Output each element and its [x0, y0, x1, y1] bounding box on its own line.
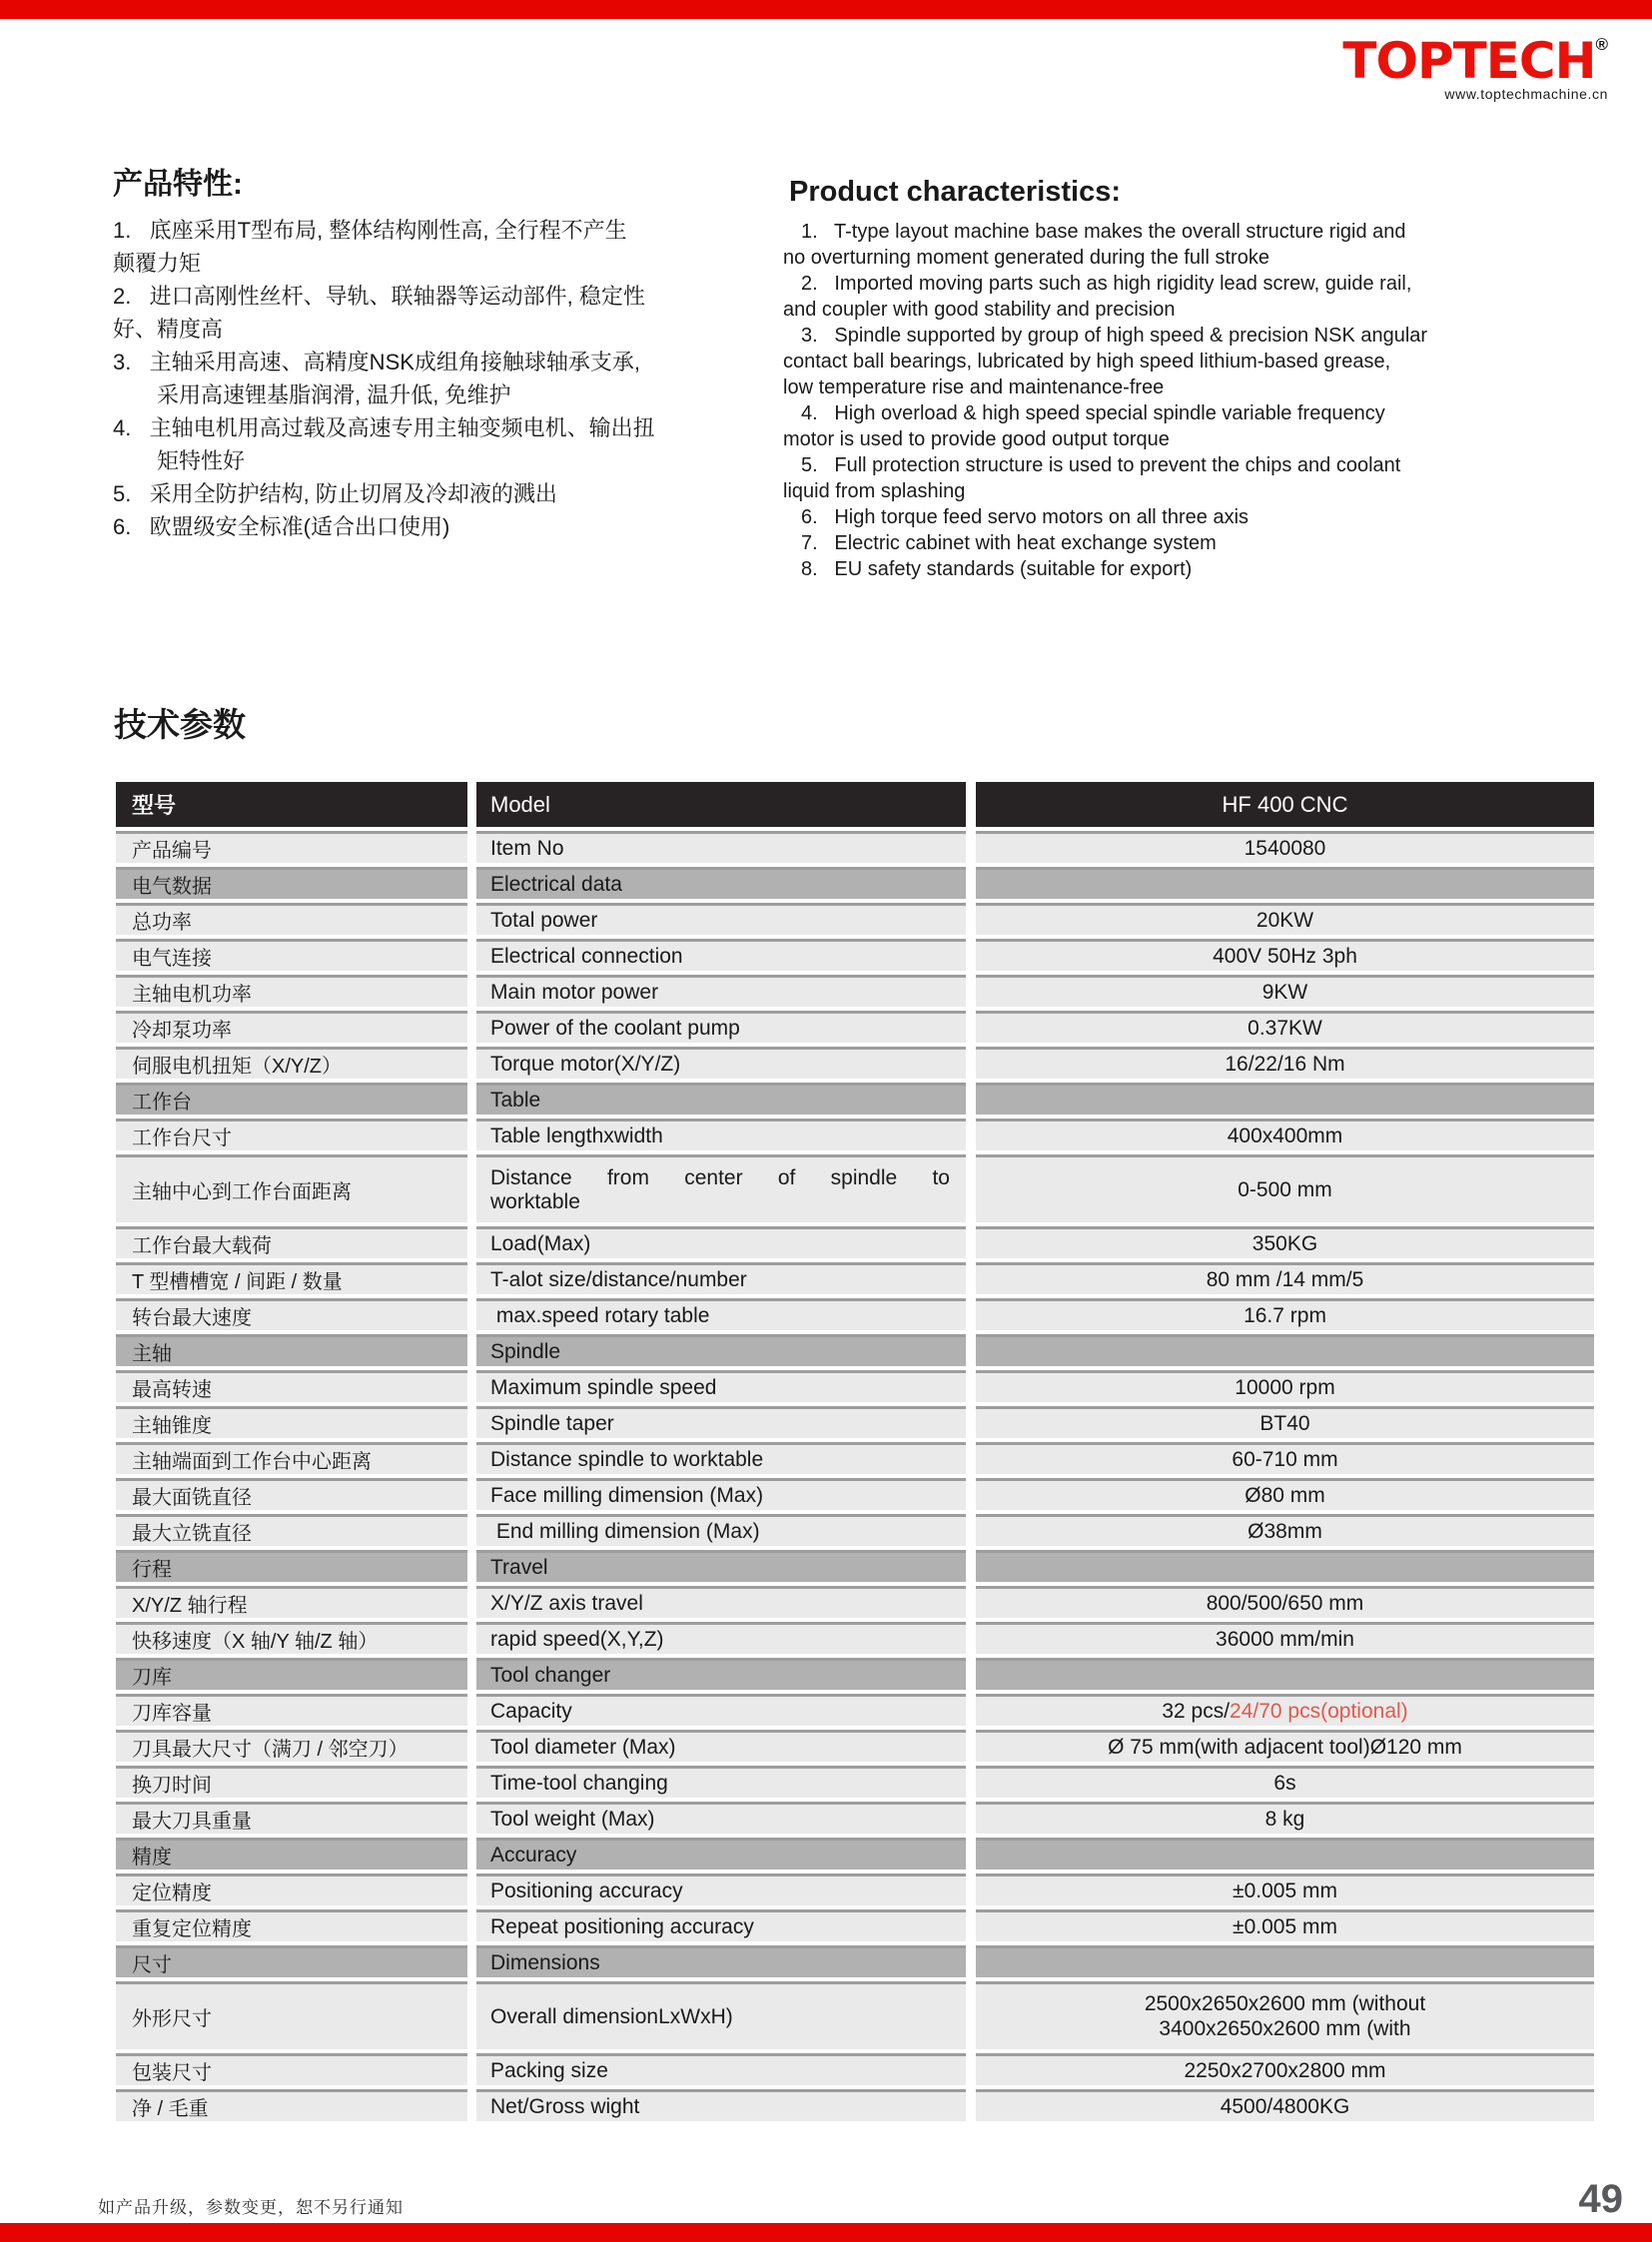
spec-value-main: Ø80 mm — [1244, 1483, 1325, 1507]
product-features-cn-title: 产品特性: — [113, 168, 243, 201]
table-row — [116, 1550, 1594, 1582]
feature-line-en: 3. Spindle supported by group of high speed & precision NSK angular — [801, 325, 1428, 347]
spec-label-en-line1: Capacity — [490, 1699, 572, 1723]
spec-value — [976, 1909, 1594, 1941]
spec-value-line1 — [1216, 1628, 1354, 1652]
spec-value — [976, 831, 1594, 863]
feature-line-en: low temperature rise and maintenance-free — [783, 376, 1165, 398]
spec-label-en — [476, 1658, 966, 1690]
spec-label-en-line1: Electrical data — [490, 872, 622, 896]
product-features-cn-list — [113, 214, 742, 543]
spec-value-line1 — [1247, 1017, 1322, 1041]
table-row — [116, 1838, 1594, 1869]
table-row — [116, 939, 1594, 971]
table-row — [116, 1802, 1594, 1834]
spec-value-main: 0.37KW — [1247, 1016, 1322, 1040]
table-row — [116, 867, 1594, 899]
spec-label-en — [476, 831, 966, 863]
spec-table — [116, 782, 1594, 2121]
spec-label-cn: 产品编号 — [116, 831, 467, 863]
spec-value-main: 16/22/16 Nm — [1225, 1052, 1345, 1076]
header-model-cn: 型号 — [116, 782, 467, 827]
spec-label-cn: 主轴电机功率 — [116, 975, 467, 1007]
spec-value-line1 — [1232, 1448, 1337, 1472]
spec-label-en — [476, 939, 966, 971]
spec-value — [976, 1262, 1594, 1294]
spec-label-en-line1: Table — [490, 1088, 541, 1112]
spec-label-en — [476, 903, 966, 935]
spec-label-en-line1: max.speed rotary table — [490, 1303, 710, 1327]
spec-label-en-line1: T-alot size/distance/number — [490, 1267, 747, 1291]
spec-label-cn: 最大立铣直径 — [116, 1514, 467, 1546]
spec-value — [976, 903, 1594, 935]
toptech-logo: TOPTECH — [1342, 32, 1596, 90]
table-header-row — [116, 782, 1594, 827]
spec-label-en — [476, 1119, 966, 1150]
feature-line-en: liquid from splashing — [783, 480, 966, 502]
spec-value — [976, 1550, 1594, 1582]
spec-value — [976, 1478, 1594, 1510]
spec-value-line1 — [1252, 1232, 1317, 1256]
spec-label-cn: 冷却泵功率 — [116, 1011, 467, 1043]
spec-label-en-line1: Electrical connection — [490, 944, 683, 968]
spec-value-main: ±0.005 mm — [1233, 1914, 1337, 1938]
spec-label-en — [476, 1909, 966, 1941]
product-features-cn-section — [113, 168, 742, 543]
spec-value-main: 32 pcs/ — [1162, 1699, 1231, 1723]
table-row — [116, 1658, 1594, 1690]
spec-value — [976, 2053, 1594, 2085]
spec-label-en — [476, 1083, 966, 1115]
table-row — [116, 1226, 1594, 1258]
header-model-value: HF 400 CNC — [976, 782, 1594, 827]
spec-label-en — [476, 1873, 966, 1905]
spec-label-en-line1: Packing size — [490, 2058, 608, 2082]
spec-value-main: 350KG — [1251, 1231, 1318, 1255]
spec-label-en — [476, 1226, 966, 1258]
spec-label-en — [476, 1586, 966, 1618]
spec-value-line1 — [1162, 1700, 1407, 1724]
spec-label-en — [476, 1766, 966, 1798]
feature-line-en: motor is used to provide good output torque — [783, 428, 1170, 450]
disclaimer-note: 如产品升级，参数变更，恕不另行通知 — [98, 2198, 404, 2217]
spec-label-en — [476, 1981, 966, 2049]
spec-value-line1 — [1262, 981, 1308, 1005]
spec-label-en-line1: Travel — [490, 1555, 548, 1579]
spec-value — [976, 1658, 1594, 1690]
spec-value-line1 — [1244, 1484, 1325, 1508]
spec-value — [976, 939, 1594, 971]
spec-label-cn: 净 / 毛重 — [116, 2089, 467, 2121]
table-row — [116, 1119, 1594, 1150]
feature-line-cn: 3. 主轴采用高速、高精度NSK成组角接触球轴承支承, — [113, 350, 641, 374]
spec-label-en — [476, 867, 966, 899]
spec-label-cn: 刀库容量 — [116, 1694, 467, 1726]
spec-value-line1 — [1243, 1304, 1326, 1328]
spec-value — [976, 1047, 1594, 1079]
spec-label-en — [476, 1802, 966, 1834]
spec-value-optional-red: 24/70 pcs(optional) — [1230, 1699, 1408, 1723]
spec-label-en-line1: Positioning accuracy — [490, 1878, 683, 1902]
spec-label-en — [476, 1622, 966, 1654]
spec-value-line1 — [1265, 1808, 1305, 1832]
table-row — [116, 1478, 1594, 1510]
spec-label-cn: 最大刀具重量 — [116, 1802, 467, 1834]
spec-label-cn: 重复定位精度 — [116, 1909, 467, 1941]
spec-label-en-line1: Accuracy — [490, 1843, 577, 1867]
table-row — [116, 831, 1594, 863]
spec-label-en — [476, 1945, 966, 1977]
spec-label-en-line1: Face milling dimension (Max) — [490, 1483, 764, 1507]
spec-value-main: 400V 50Hz 3ph — [1213, 944, 1357, 968]
spec-label-en — [476, 1154, 966, 1222]
spec-label-cn: 刀具最大尺寸（满刀 / 邻空刀） — [116, 1730, 467, 1762]
table-row — [116, 1011, 1594, 1043]
spec-value-line2: 3400x2650x2600 mm (with — [1159, 2016, 1411, 2040]
table-row — [116, 1406, 1594, 1438]
spec-label-cn: 伺服电机扭矩（X/Y/Z） — [116, 1047, 467, 1079]
spec-value — [976, 1873, 1594, 1905]
spec-label-en-line1: Maximum spindle speed — [490, 1375, 717, 1399]
spec-value — [976, 975, 1594, 1007]
spec-label-cn: 转台最大速度 — [116, 1298, 467, 1330]
spec-label-en — [476, 1406, 966, 1438]
spec-label-en-line1: Item No — [490, 836, 564, 860]
spec-value — [976, 1514, 1594, 1546]
spec-label-en — [476, 2089, 966, 2121]
spec-value — [976, 1945, 1594, 1977]
feature-line-en: 2. Imported moving parts such as high rigidity lead screw, guide rail, — [801, 273, 1412, 295]
spec-value-main: BT40 — [1259, 1411, 1310, 1435]
spec-value-line1 — [1233, 1879, 1337, 1903]
spec-value-main: 1540080 — [1243, 836, 1326, 860]
spec-label-cn: 换刀时间 — [116, 1766, 467, 1798]
table-row — [116, 2089, 1594, 2121]
feature-line-en: 4. High overload & high speed special spindle variable frequency — [801, 402, 1385, 424]
spec-label-cn: 外形尺寸 — [116, 1981, 467, 2049]
spec-label-en-line1: Total power — [490, 908, 598, 932]
spec-value-main: 800/500/650 mm — [1206, 1591, 1364, 1615]
spec-value — [976, 1226, 1594, 1258]
table-row — [116, 1694, 1594, 1726]
spec-value — [976, 1694, 1594, 1726]
spec-value-line1 — [1185, 2059, 1386, 2083]
spec-value-line1 — [1108, 1736, 1462, 1760]
spec-value — [976, 1838, 1594, 1869]
spec-value-line1 — [1247, 1520, 1322, 1544]
table-row — [116, 1981, 1594, 2049]
table-row — [116, 975, 1594, 1007]
product-characteristics-en-list — [783, 219, 1582, 582]
feature-line-en: no overturning moment generated during the full stroke — [783, 247, 1269, 269]
spec-value-main: 80 mm /14 mm/5 — [1206, 1267, 1364, 1291]
spec-value-line1 — [1225, 1053, 1344, 1077]
header-model-en — [476, 782, 966, 827]
spec-label-cn: 主轴端面到工作台中心距离 — [116, 1442, 467, 1474]
product-characteristics-en-title: Product characteristics: — [789, 176, 1122, 208]
table-row — [116, 1154, 1594, 1222]
spec-label-cn: 快移速度（X 轴/Y 轴/Z 轴） — [116, 1622, 467, 1654]
spec-label-en-line1: Torque motor(X/Y/Z) — [490, 1052, 681, 1076]
feature-line-cn: 1. 底座采用T型布局, 整体结构刚性高, 全行程不产生 — [113, 218, 627, 243]
spec-label-en-line1: Spindle — [490, 1339, 561, 1363]
table-row — [116, 1622, 1594, 1654]
spec-value-main: 36000 mm/min — [1216, 1627, 1354, 1651]
spec-value — [976, 1011, 1594, 1043]
spec-label-en — [476, 2053, 966, 2085]
spec-label-en-line1: Distance from center of spindle to — [490, 1165, 950, 1189]
spec-label-en — [476, 1550, 966, 1582]
spec-value — [976, 1730, 1594, 1762]
table-row — [116, 1766, 1594, 1798]
spec-value-line1 — [1213, 945, 1357, 969]
spec-label-en — [476, 975, 966, 1007]
spec-label-en-line1: Tool weight (Max) — [490, 1807, 655, 1831]
spec-label-en — [476, 1370, 966, 1402]
table-row — [116, 1047, 1594, 1079]
spec-value-main: 16.7 rpm — [1243, 1303, 1326, 1327]
spec-label-en-line1: Tool diameter (Max) — [490, 1735, 676, 1759]
spec-label-en-line1: rapid speed(X,Y,Z) — [490, 1627, 664, 1651]
spec-value-main: 0-500 mm — [1238, 1177, 1332, 1201]
spec-label-cn: 刀库 — [116, 1658, 467, 1690]
table-row — [116, 1083, 1594, 1115]
logo-website-url: www.toptechmachine.cn — [1444, 86, 1608, 102]
feature-line-en: 5. Full protection structure is used to prevent the chips and coolant — [801, 454, 1401, 476]
table-row — [116, 1586, 1594, 1618]
spec-label-en-line1: Overall dimensionLxWxH) — [490, 2004, 733, 2028]
spec-value-line1 — [1273, 1772, 1295, 1796]
logo-wordmark-row — [1342, 34, 1608, 88]
top-red-bar — [0, 0, 1652, 19]
spec-label-cn: 电气连接 — [116, 939, 467, 971]
spec-label-en-line1: Distance spindle to worktable — [490, 1447, 764, 1471]
table-row — [116, 1262, 1594, 1294]
spec-value-line1 — [1228, 1124, 1343, 1148]
spec-label-en — [476, 1047, 966, 1079]
spec-label-cn: 总功率 — [116, 903, 467, 935]
spec-label-cn: 最大面铣直径 — [116, 1478, 467, 1510]
spec-label-cn: 工作台最大载荷 — [116, 1226, 467, 1258]
feature-line-en: 6. High torque feed servo motors on all three axis — [801, 506, 1249, 528]
spec-label-en — [476, 1298, 966, 1330]
feature-line-cn: 矩特性好 — [157, 448, 246, 473]
spec-value — [976, 1334, 1594, 1366]
spec-value-main: 400x400mm — [1227, 1123, 1343, 1147]
spec-value-line1 — [1238, 1178, 1332, 1202]
spec-value-line1 — [1145, 1992, 1425, 2016]
product-characteristics-en-section — [783, 176, 1582, 582]
spec-label-en-line1: Table lengthxwidth — [490, 1123, 663, 1147]
feature-line-cn: 4. 主轴电机用高过载及高速专用主轴变频电机、输出扭 — [113, 415, 655, 440]
spec-value-line1 — [1259, 1412, 1309, 1436]
spec-value-line1 — [1207, 1268, 1364, 1292]
spec-value-main: ±0.005 mm — [1233, 1878, 1337, 1902]
spec-label-en — [476, 1478, 966, 1510]
logo — [1342, 34, 1608, 102]
spec-value — [976, 1119, 1594, 1150]
spec-label-en — [476, 1694, 966, 1726]
spec-value — [976, 1802, 1594, 1834]
spec-value-main: Ø38mm — [1247, 1519, 1322, 1543]
feature-line-en: 7. Electric cabinet with heat exchange system — [801, 532, 1217, 554]
spec-value — [976, 1298, 1594, 1330]
table-row — [116, 1945, 1594, 1977]
spec-label-en — [476, 1514, 966, 1546]
feature-line-cn: 好、精度高 — [113, 317, 224, 342]
spec-label-en-line1: Spindle taper — [490, 1411, 614, 1435]
feature-line-cn: 2. 进口高刚性丝杆、导轨、联轴器等运动部件, 稳定性 — [113, 284, 645, 309]
feature-line-en: 1. T-type layout machine base makes the overall structure rigid and — [801, 221, 1406, 243]
feature-line-en: 8. EU safety standards (suitable for export) — [801, 558, 1193, 580]
spec-label-cn: T 型槽槽宽 / 间距 / 数量 — [116, 1262, 467, 1294]
table-row — [116, 903, 1594, 935]
spec-value-main: 10000 rpm — [1235, 1375, 1335, 1399]
spec-value-main: 9KW — [1261, 980, 1308, 1004]
feature-line-cn: 采用高速锂基脂润滑, 温升低, 免维护 — [157, 382, 511, 407]
spec-label-en-line1: Main motor power — [490, 980, 659, 1004]
spec-value-main: 2500x2650x2600 mm (without — [1144, 1991, 1426, 2015]
spec-value-main: 20KW — [1255, 908, 1314, 932]
spec-value-main: 2250x2700x2800 mm — [1184, 2058, 1386, 2082]
spec-label-cn: 主轴锥度 — [116, 1406, 467, 1438]
spec-value — [976, 1370, 1594, 1402]
table-row — [116, 1334, 1594, 1366]
spec-value-main: 60-710 mm — [1232, 1447, 1338, 1471]
spec-value-line1 — [1233, 1915, 1337, 1939]
spec-value — [976, 867, 1594, 899]
spec-label-cn: 电气数据 — [116, 867, 467, 899]
spec-value — [976, 2089, 1594, 2121]
spec-value-main: Ø 75 mm(with adjacent tool)Ø120 mm — [1108, 1735, 1462, 1759]
spec-label-cn: 尺寸 — [116, 1945, 467, 1977]
spec-label-cn: 主轴中心到工作台面距离 — [116, 1154, 467, 1222]
spec-value-line1 — [1256, 909, 1313, 933]
spec-value — [976, 1442, 1594, 1474]
spec-label-cn: 主轴 — [116, 1334, 467, 1366]
spec-value — [976, 1622, 1594, 1654]
spec-label-en — [476, 1334, 966, 1366]
spec-label-en-line1: Load(Max) — [490, 1231, 591, 1255]
feature-line-en: contact ball bearings, lubricated by high speed lithium-based grease, — [783, 351, 1391, 373]
spec-value — [976, 1981, 1594, 2049]
spec-value-line1 — [1207, 1592, 1364, 1616]
page-number: 49 — [1578, 2177, 1623, 2221]
spec-value — [976, 1766, 1594, 1798]
spec-label-cn: 工作台尺寸 — [116, 1119, 467, 1150]
spec-value-main: 6s — [1273, 1771, 1296, 1795]
spec-value-main: 4500/4800KG — [1220, 2094, 1350, 2118]
spec-label-en-line1: Time-tool changing — [490, 1771, 668, 1795]
table-row — [116, 1442, 1594, 1474]
feature-line-cn: 5. 采用全防护结构, 防止切屑及冷却液的溅出 — [113, 481, 557, 506]
table-row — [116, 1730, 1594, 1762]
table-row — [116, 1873, 1594, 1905]
spec-label-en — [476, 1838, 966, 1869]
registered-trademark-icon: ® — [1595, 35, 1608, 54]
spec-label-en — [476, 1442, 966, 1474]
table-row — [116, 1909, 1594, 1941]
spec-label-en-line1: Net/Gross wight — [490, 2094, 640, 2118]
spec-label-en-line2: worktable — [490, 1189, 580, 1213]
spec-label-cn: 行程 — [116, 1550, 467, 1582]
spec-label-cn: 最高转速 — [116, 1370, 467, 1402]
spec-label-cn: 定位精度 — [116, 1873, 467, 1905]
table-row — [116, 2053, 1594, 2085]
spec-value — [976, 1154, 1594, 1222]
spec-label-en-line1: Power of the coolant pump — [490, 1016, 740, 1040]
spec-value — [976, 1406, 1594, 1438]
spec-label-en — [476, 1730, 966, 1762]
spec-value-line1 — [1235, 1376, 1334, 1400]
spec-value-line1 — [1244, 837, 1326, 861]
table-row — [116, 1370, 1594, 1402]
technical-parameters-title: 技术参数 — [114, 706, 246, 743]
spec-label-en-line1: X/Y/Z axis travel — [490, 1591, 643, 1615]
spec-label-en-line1: Tool changer — [490, 1663, 611, 1687]
feature-line-cn: 6. 欧盟级安全标准(适合出口使用) — [113, 514, 450, 539]
header-model-en-text: Model — [490, 791, 550, 817]
spec-label-cn: 精度 — [116, 1838, 467, 1869]
spec-value — [976, 1083, 1594, 1115]
spec-label-cn: 包装尺寸 — [116, 2053, 467, 2085]
spec-label-cn: X/Y/Z 轴行程 — [116, 1586, 467, 1618]
table-row — [116, 1298, 1594, 1330]
table-row — [116, 1514, 1594, 1546]
spec-label-en-line1: End milling dimension (Max) — [490, 1519, 760, 1543]
spec-value — [976, 1586, 1594, 1618]
spec-label-en-line1: Repeat positioning accuracy — [490, 1914, 754, 1938]
feature-line-cn: 颠覆力矩 — [113, 251, 202, 276]
spec-label-en — [476, 1262, 966, 1294]
spec-label-en — [476, 1011, 966, 1043]
spec-label-en-line1: Dimensions — [490, 1950, 600, 1974]
bottom-red-bar — [0, 2223, 1652, 2242]
spec-label-cn: 工作台 — [116, 1083, 467, 1115]
spec-value-main: 8 kg — [1264, 1807, 1305, 1831]
spec-value-line1 — [1221, 2095, 1350, 2119]
feature-line-en: and coupler with good stability and precision — [783, 299, 1176, 321]
